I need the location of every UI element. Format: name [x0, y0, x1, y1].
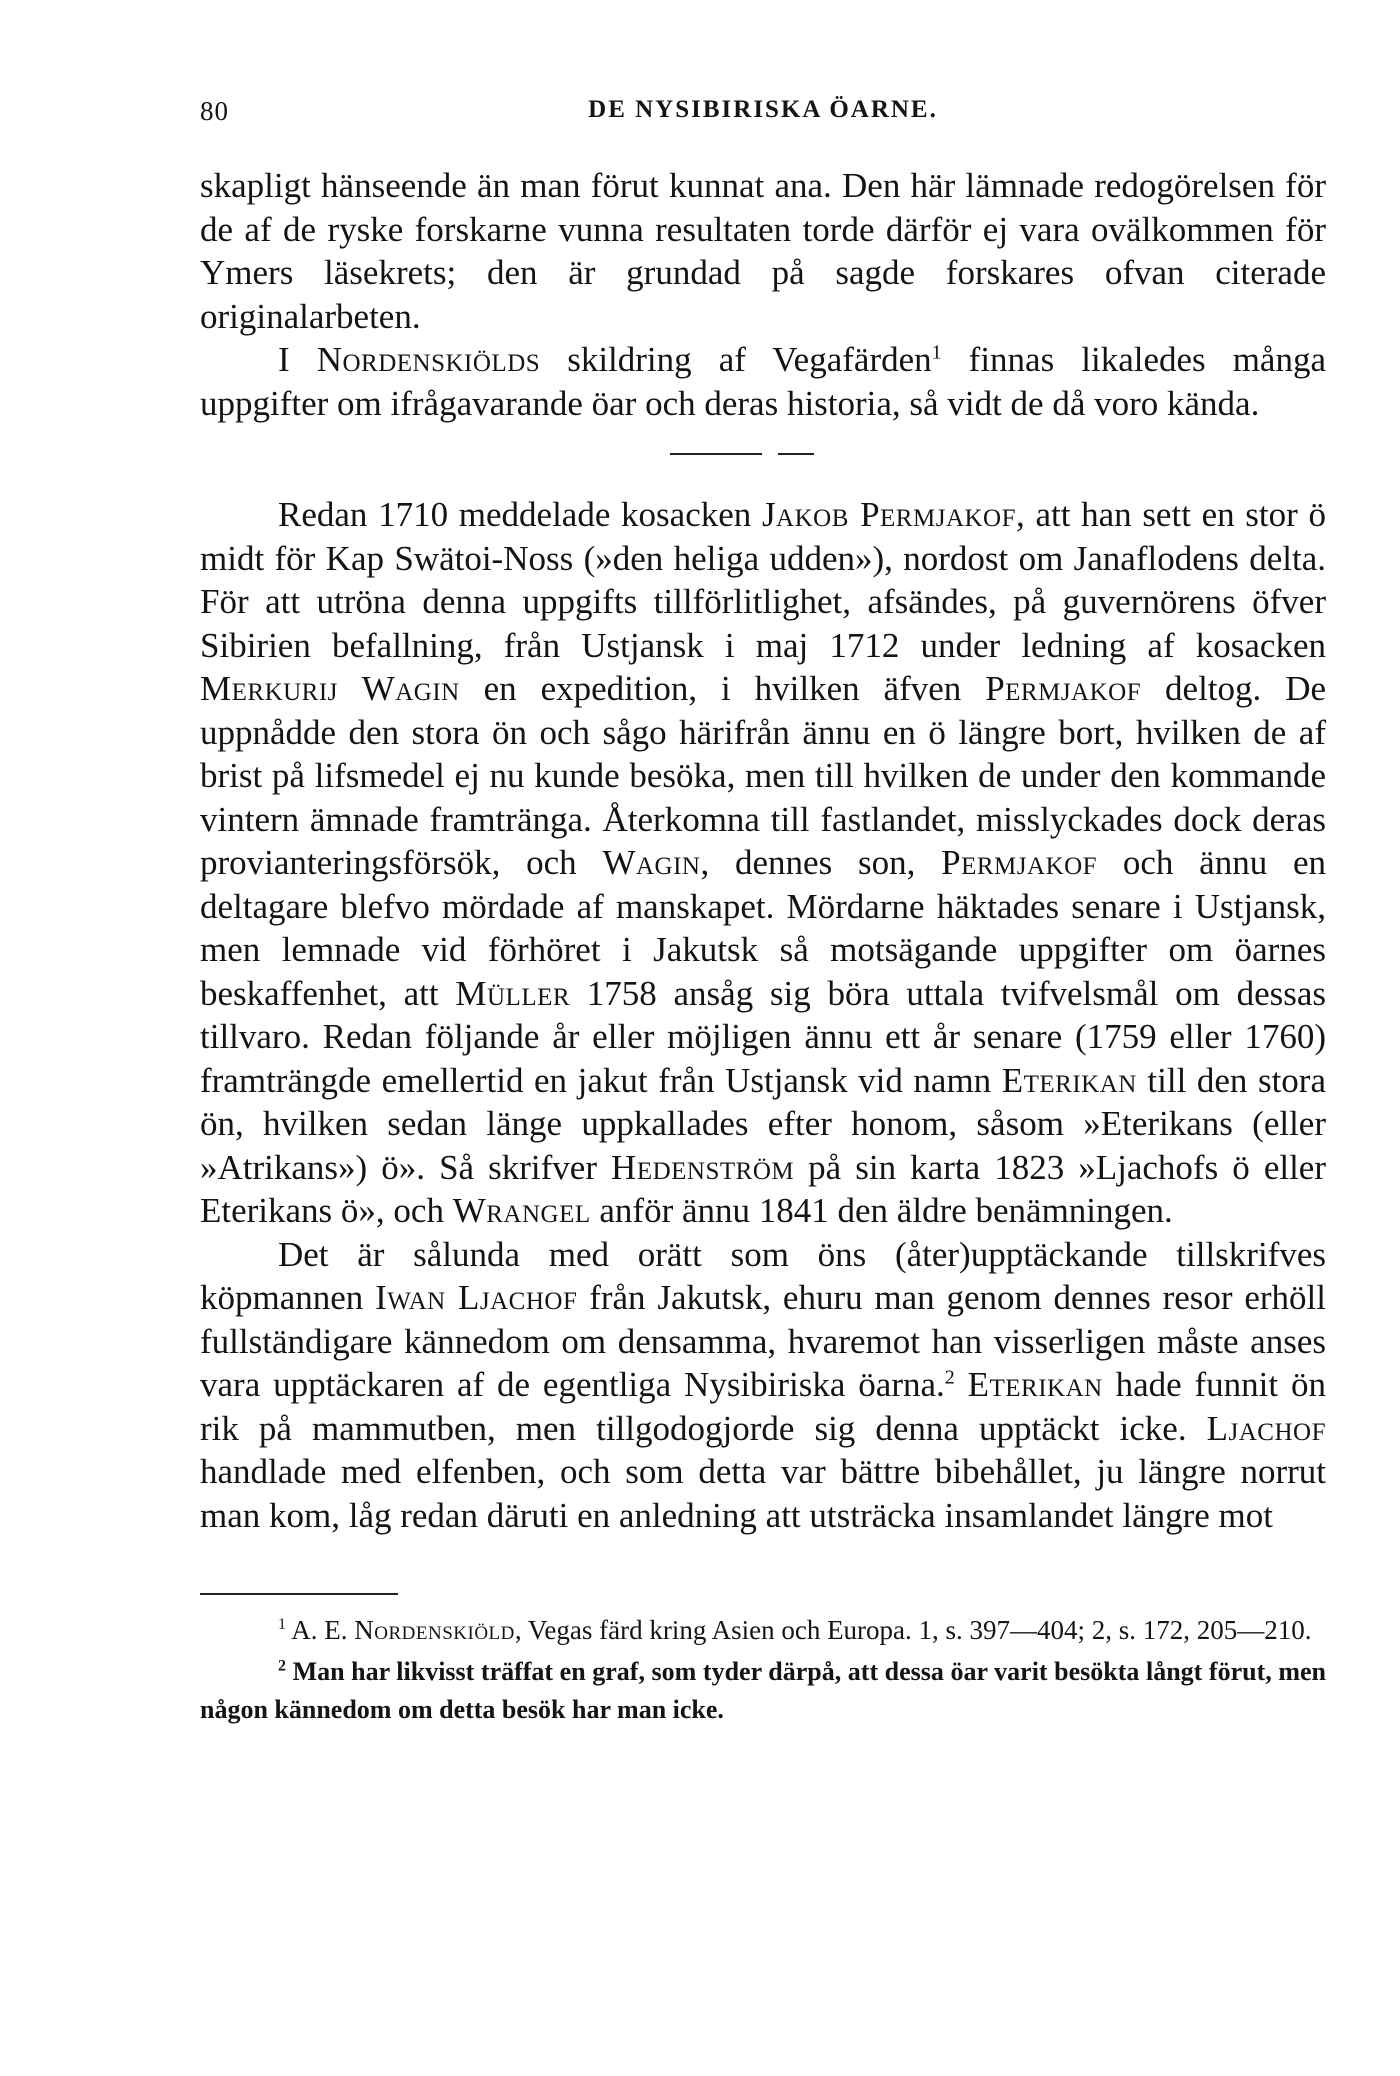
person-name: Iwan Ljachof: [375, 1278, 578, 1317]
footnote-1: $^1$ A. E. Nordenskiöld, Vegas färd kring Asien och Europa. 1, s. 397—404; 2, s. 172, 205—210.: [278, 1615, 1312, 1645]
person-name: Eterikan: [1001, 1060, 1137, 1100]
person-name: Müller: [455, 973, 571, 1013]
author-name: Nordenskiölds: [316, 340, 541, 379]
page: [200, 96, 1326, 1729]
paragraph-2: I Nordenskiölds skildring af Vegafärden$^1$ finnas likaledes många uppgifter om ifrågavarande öar och deras historia, så vidt de då voro kända.: [200, 340, 1326, 423]
person-name: Wagin: [602, 843, 701, 882]
footnote-1-mark: 1: [278, 1616, 286, 1633]
running-title: DE NYSIBIRISKA ÖARNE.: [588, 96, 938, 123]
person-name: Permjakof: [941, 843, 1098, 882]
person-name: Wrangel: [452, 1191, 591, 1230]
running-head: [200, 96, 1326, 136]
footnote-rule: [200, 1593, 398, 1595]
section-divider: [200, 425, 1326, 493]
page-number: 80: [200, 96, 229, 126]
person-name: Ljachof: [1206, 1408, 1326, 1448]
person-name: Merkurij Wagin: [200, 669, 460, 708]
footnote-ref-2: 2: [944, 1366, 955, 1389]
author-name: Nordenskiöld: [354, 1615, 515, 1645]
footnote-ref-1: 1: [931, 341, 942, 364]
footnotes: [200, 1611, 1326, 1729]
person-name: Hedenström: [611, 1147, 795, 1187]
person-name: Permjakof: [985, 669, 1142, 708]
person-name: Eterikan: [967, 1365, 1103, 1404]
footnote-2-mark: 2: [278, 1657, 286, 1675]
person-name: Jakob Permjakof: [761, 495, 1017, 534]
paragraph-1: skapligt hänseende än man förut kunnat ana. Den här lämnade redogörelsen för de af de ryske forskarne vunna resultaten torde därför ej vara ovälkommen för Ymers läsekrets; den är grundad på sagde forskares ofvan citerade originalarbeten.: [200, 166, 1326, 336]
footnote-2: $^2$ Man har likvisst träffat en graf, som tyder därpå, att dessa öar varit besökta långt förut, men någon kännedom om detta besök har man icke.: [200, 1657, 1326, 1724]
paragraph-4: Det är sålunda med orätt som öns (åter)upptäckande tillskrifves köpmannen Iwan Ljachof från Jakutsk, ehuru man genom dennes resor erhöll fullständigare kännedom om densamma, hvaremot han visserligen måste anses vara upptäckaren af de egentliga Nysibiriska öarna.$^2$ Eterikan hade funnit ön rik på mammutben, men tillgodogjorde sig denna upptäckt icke. Ljachof handlade med elfenben, och som detta var bättre bibehållet, ju längre norrut man kom, låg redan däruti en anledning att utsträcka insamlandet längre mot: [200, 1234, 1326, 1535]
paragraph-3: Redan 1710 meddelade kosacken Jakob Permjakof, att han sett en stor ö midt för Kap Swätoi-Noss (»den heliga udden»), nordost om Janaflodens delta. För att utröna denna uppgifts tillförlitlighet, afsändes, på guvernörens öfver Sibirien befallning, från Ustjansk i maj 1712 under ledning af kosacken Merkurij Wagin en expedition, i hvilken äfven Permjakof deltog. De uppnådde den stora ön och sågo härifrån ännu en ö längre bort, hvilken de af brist på lifsmedel ej nu kunde besöka, men till hvilken de under den kommande vintern ämnade framtränga. Återkomna till fastlandet, misslyckades dock deras provianteringsförsök, och Wagin, dennes son, Permjakof och ännu en deltagare blefvo mördade af manskapet. Mördarne häktades senare i Ustjansk, men lemnade vid förhöret i Jakutsk så motsägande uppgifter om öarnes beskaffenhet, att Müller 1758 ansåg sig böra uttala tvifvelsmål om dessas tillvaro. Redan följande år eller möjligen ännu ett år senare (1759 eller 1760) framträngde emellertid en jakut från Ustjansk vid namn Eterikan till den stora ön, hvilken sedan länge uppkallades efter honom, såsom »Eterikans (eller »Atrikans») ö». Så skrifver Hedenström på sin karta 1823 »Ljachofs ö eller Eterikans ö», och Wrangel anför ännu 1841 den äldre benämningen.: [200, 495, 1327, 1230]
body-text: [200, 164, 1326, 1537]
